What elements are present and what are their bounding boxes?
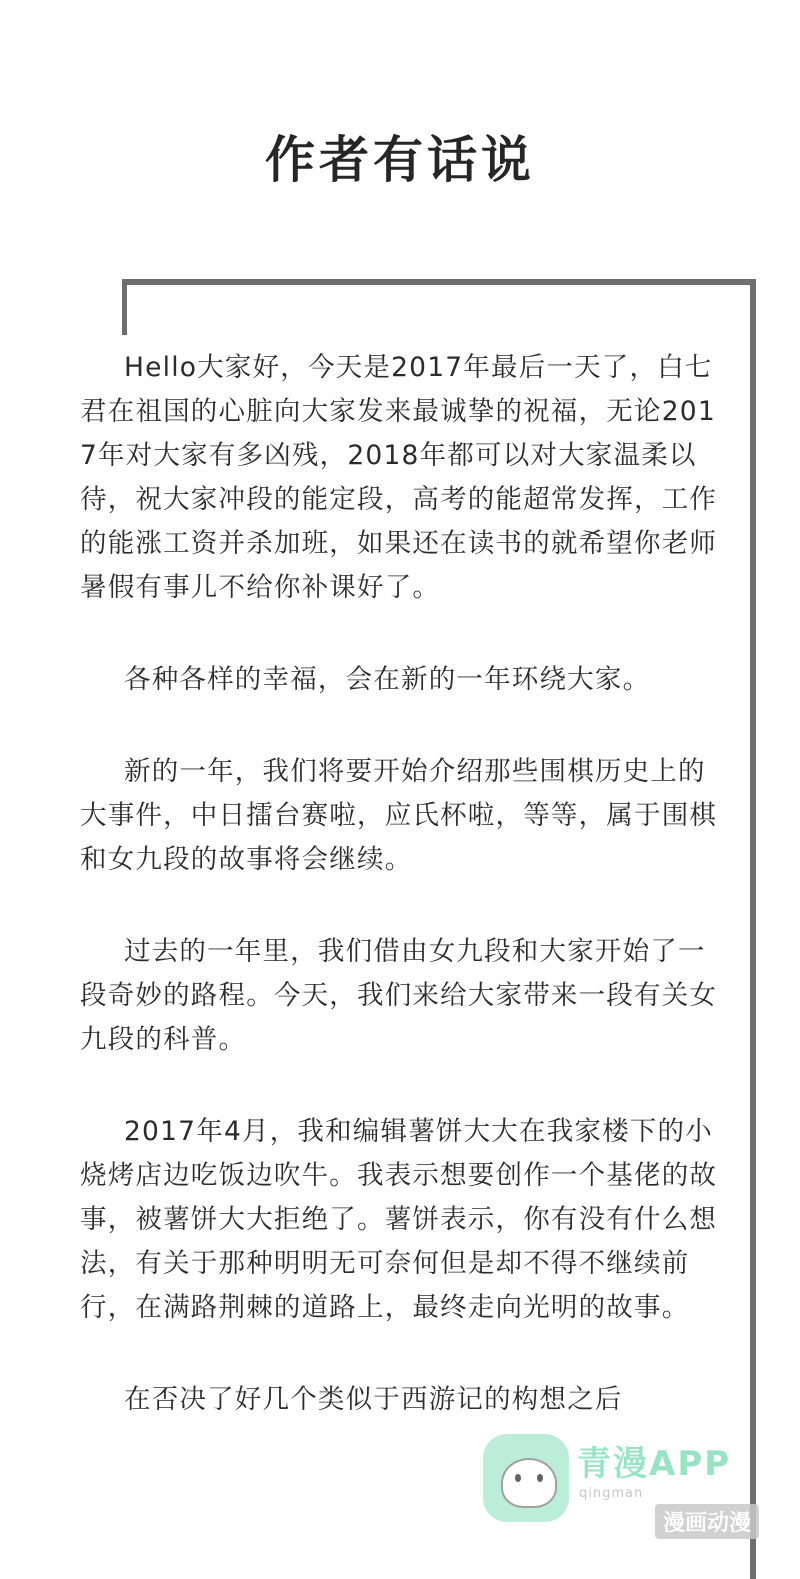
watermark-url: qingman — [579, 1486, 644, 1501]
app-watermark — [483, 1428, 783, 1538]
paragraph: 2017年4月，我和编辑薯饼大大在我家楼下的小烧烤店边吃饭边吹牛。我表示想要创作一个基佬的故事，被薯饼大大拒绝了。薯饼表示，你有没有什么想法，有关于那种明明无可奈何但是却不得不继续前行，在满路荆棘的道路上，最终走向光明的故事。 — [80, 1116, 718, 1323]
paragraph: 新的一年，我们将要开始介绍那些围棋历史上的大事件，中日擂台赛啦，应氏杯啦，等等，属于围棋和女九段的故事将会继续。 — [80, 756, 718, 875]
paragraph: Hello大家好，今天是2017年最后一天了，白七君在祖国的心脏向大家发来最诚挚的祝福，无论2017年对大家有多凶残，2018年都可以对大家温柔以待，祝大家冲段的能定段，高考的能超常发挥，工作的能涨工资并杀加班，如果还在读书的就希望你老师暑假有事儿不给你补课好了。 — [80, 352, 718, 603]
paragraph: 在否决了好几个类似于西游记的构想之后 — [124, 1384, 623, 1415]
text-frame-corner — [122, 279, 127, 335]
watermark-app-name: 青漫APP — [577, 1444, 732, 1484]
app-logo — [483, 1434, 569, 1522]
author-note-body — [80, 346, 730, 1470]
paragraph: 各种各样的幸福，会在新的一年环绕大家。 — [124, 664, 651, 695]
page-title: 作者有话说 — [265, 130, 535, 189]
watermark-badge: 漫画动漫 — [655, 1504, 759, 1539]
paragraph: 过去的一年里，我们借由女九段和大家开始了一段奇妙的路程。今天，我们来给大家带来一段有关女九段的科普。 — [80, 936, 718, 1055]
cat-face-icon — [501, 1458, 557, 1508]
